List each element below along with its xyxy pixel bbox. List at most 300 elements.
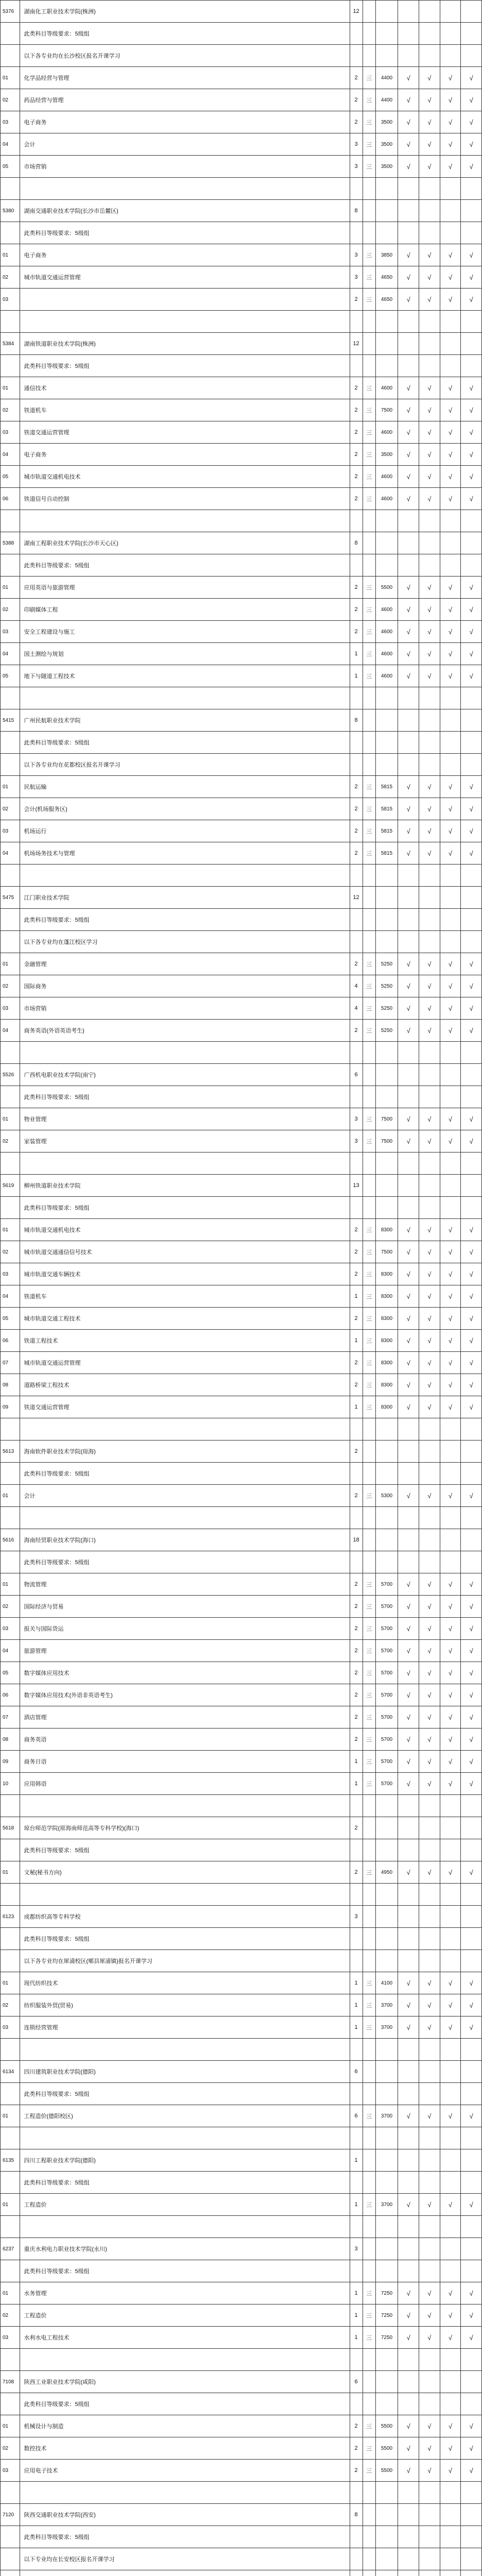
empty-cell <box>461 1086 482 1108</box>
check-mark-icon: √ <box>440 953 461 975</box>
empty-cell <box>350 909 363 931</box>
check-mark-icon: √ <box>419 2282 440 2304</box>
empty-cell <box>375 1928 398 1950</box>
check-mark-icon: √ <box>461 599 482 621</box>
empty-cell <box>398 1906 419 1928</box>
major-plan-count: 2 <box>350 1263 363 1285</box>
empty-cell <box>1 2482 20 2504</box>
subject-requirement-row <box>1 2260 482 2282</box>
empty-cell <box>363 709 375 732</box>
study-years: 三 <box>363 1219 375 1241</box>
empty-cell <box>398 865 419 887</box>
campus-note-text: 以下各专业均在蓬江校区学习 <box>20 931 350 953</box>
check-mark-icon: √ <box>398 1219 419 1241</box>
empty-cell <box>363 2172 375 2194</box>
empty-cell <box>461 1440 482 1463</box>
empty-cell <box>419 2083 440 2105</box>
major-code: 02 <box>1 1241 20 1263</box>
empty-cell <box>419 1795 440 1817</box>
major-name: 现代纺织技术 <box>20 1972 350 1994</box>
empty-cell <box>363 2349 375 2371</box>
check-mark-icon: √ <box>419 577 440 599</box>
empty-cell <box>398 687 419 709</box>
empty-cell <box>363 1551 375 1573</box>
empty-cell <box>461 1064 482 1086</box>
study-years: 三 <box>363 1263 375 1285</box>
empty-cell <box>461 311 482 333</box>
empty-cell <box>461 554 482 577</box>
major-plan-count: 2 <box>350 466 363 488</box>
campus-note-row <box>1 931 482 953</box>
major-name: 国际经济与贸易 <box>20 1596 350 1618</box>
tuition-fee: 5815 <box>375 776 398 798</box>
campus-note-row <box>1 1950 482 1972</box>
subject-requirement-row <box>1 1551 482 1573</box>
check-mark-icon: √ <box>398 2282 419 2304</box>
check-mark-icon: √ <box>440 2194 461 2216</box>
empty-cell <box>375 2149 398 2172</box>
major-code: 08 <box>1 1374 20 1396</box>
campus-note-text: 以下各专业均在长沙校区报名开课学习 <box>20 45 350 67</box>
empty-cell <box>375 510 398 532</box>
tuition-fee: 5700 <box>375 1728 398 1751</box>
major-code: 04 <box>1 842 20 865</box>
study-years: 三 <box>363 1396 375 1418</box>
empty-cell <box>440 754 461 776</box>
check-mark-icon: √ <box>461 2415 482 2437</box>
tuition-fee: 4600 <box>375 665 398 687</box>
empty-cell <box>350 2172 363 2194</box>
check-mark-icon: √ <box>440 377 461 399</box>
check-mark-icon: √ <box>461 1618 482 1640</box>
check-mark-icon: √ <box>398 1972 419 1994</box>
empty-cell <box>461 909 482 931</box>
major-name: 城市轨道交通车辆技术 <box>20 1263 350 1285</box>
subject-requirement-row <box>1 1086 482 1108</box>
empty-cell <box>440 311 461 333</box>
empty-cell <box>1 1950 20 1972</box>
check-mark-icon: √ <box>419 1285 440 1308</box>
empty-cell <box>1 1153 20 1175</box>
empty-cell <box>440 2482 461 2504</box>
major-row <box>1 621 482 643</box>
tuition-fee: 4950 <box>375 1861 398 1884</box>
empty-cell <box>398 355 419 377</box>
major-name: 工程造价(德阳校区) <box>20 2105 350 2127</box>
tuition-fee: 5500 <box>375 2437 398 2460</box>
check-mark-icon: √ <box>398 2105 419 2127</box>
study-years: 三 <box>363 1728 375 1751</box>
major-name: 会计(机场服务区) <box>20 798 350 820</box>
empty-cell <box>419 2548 440 2570</box>
empty-cell <box>375 2238 398 2260</box>
empty-cell <box>419 687 440 709</box>
empty-cell <box>419 2238 440 2260</box>
empty-cell <box>440 1839 461 1861</box>
empty-cell <box>461 2083 482 2105</box>
college-name: 重庆水利电力职业技术学院(永川) <box>20 2238 350 2260</box>
major-row <box>1 2194 482 2216</box>
check-mark-icon: √ <box>419 2304 440 2327</box>
check-mark-icon: √ <box>419 156 440 178</box>
major-code: 02 <box>1 89 20 111</box>
study-years: 三 <box>363 156 375 178</box>
empty-cell <box>398 2260 419 2282</box>
empty-cell <box>398 1175 419 1197</box>
empty-cell <box>363 732 375 754</box>
check-mark-icon: √ <box>461 1972 482 1994</box>
college-row <box>1 333 482 355</box>
empty-cell <box>461 709 482 732</box>
check-mark-icon: √ <box>419 2016 440 2039</box>
major-code: 03 <box>1 1263 20 1285</box>
check-mark-icon: √ <box>419 1396 440 1418</box>
empty-cell <box>350 1928 363 1950</box>
check-mark-icon: √ <box>419 1751 440 1773</box>
major-plan-count: 3 <box>350 133 363 156</box>
empty-cell <box>440 1463 461 1485</box>
college-name: 琼台师范学院(原海南师范高等专科学校)(海口) <box>20 1817 350 1839</box>
check-mark-icon: √ <box>419 377 440 399</box>
tuition-fee: 3500 <box>375 444 398 466</box>
empty-cell <box>440 2504 461 2526</box>
tuition-fee: 4600 <box>375 421 398 444</box>
major-name: 安全工程建设与施工 <box>20 621 350 643</box>
empty-cell <box>440 2526 461 2548</box>
spacer-row <box>1 1507 482 1529</box>
check-mark-icon: √ <box>419 643 440 665</box>
major-name: 会计 <box>20 1485 350 1507</box>
empty-cell <box>350 554 363 577</box>
empty-cell <box>20 178 350 200</box>
tuition-fee: 3500 <box>375 133 398 156</box>
check-mark-icon: √ <box>440 156 461 178</box>
empty-cell <box>461 2216 482 2238</box>
empty-cell <box>1 222 20 244</box>
empty-cell <box>440 2061 461 2083</box>
spacer-row <box>1 865 482 887</box>
empty-cell <box>350 754 363 776</box>
empty-cell <box>350 1551 363 1573</box>
empty-cell <box>419 45 440 67</box>
major-code: 07 <box>1 1706 20 1728</box>
major-plan-count: 1 <box>350 1751 363 1773</box>
check-mark-icon: √ <box>419 2460 440 2482</box>
empty-cell <box>375 754 398 776</box>
empty-cell <box>440 1 461 23</box>
empty-cell <box>398 1086 419 1108</box>
empty-cell <box>419 1086 440 1108</box>
check-mark-icon: √ <box>419 1241 440 1263</box>
major-name: 商务英语 <box>20 1728 350 1751</box>
tuition-fee: 8300 <box>375 1352 398 1374</box>
major-code: 01 <box>1 1573 20 1596</box>
empty-cell <box>1 754 20 776</box>
empty-cell <box>350 2216 363 2238</box>
empty-cell <box>461 2393 482 2415</box>
empty-cell <box>1 510 20 532</box>
check-mark-icon: √ <box>461 1684 482 1706</box>
major-row <box>1 776 482 798</box>
empty-cell <box>375 1906 398 1928</box>
empty-cell <box>398 1795 419 1817</box>
major-row <box>1 1751 482 1773</box>
spacer-row <box>1 1042 482 1064</box>
empty-cell <box>398 754 419 776</box>
tuition-fee: 3850 <box>375 244 398 266</box>
study-years: 三 <box>363 1596 375 1618</box>
study-years: 三 <box>363 2437 375 2460</box>
empty-cell <box>461 532 482 554</box>
empty-cell <box>440 200 461 222</box>
major-name: 印刷媒体工程 <box>20 599 350 621</box>
empty-cell <box>363 2393 375 2415</box>
empty-cell <box>398 909 419 931</box>
check-mark-icon: √ <box>419 1596 440 1618</box>
major-name: 铁道机车 <box>20 399 350 421</box>
college-code: 5618 <box>1 1817 20 1839</box>
college-code: 7120 <box>1 2504 20 2526</box>
empty-cell <box>20 687 350 709</box>
major-row <box>1 156 482 178</box>
check-mark-icon: √ <box>419 1972 440 1994</box>
major-code: 05 <box>1 1662 20 1684</box>
empty-cell <box>419 2216 440 2238</box>
empty-cell <box>350 1839 363 1861</box>
major-plan-count: 2 <box>350 1020 363 1042</box>
empty-cell <box>363 178 375 200</box>
major-row <box>1 377 482 399</box>
major-name: 应用英语与旅游管理 <box>20 577 350 599</box>
check-mark-icon: √ <box>440 1662 461 1684</box>
empty-cell <box>375 687 398 709</box>
tuition-fee: 8300 <box>375 1308 398 1330</box>
empty-cell <box>375 709 398 732</box>
college-name: 陕西工业职业技术学院(咸阳) <box>20 2371 350 2393</box>
check-mark-icon: √ <box>419 1773 440 1795</box>
check-mark-icon: √ <box>398 1861 419 1884</box>
check-mark-icon: √ <box>398 2016 419 2039</box>
check-mark-icon: √ <box>419 133 440 156</box>
subject-requirement-row <box>1 2083 482 2105</box>
check-mark-icon: √ <box>440 1352 461 1374</box>
major-row <box>1 665 482 687</box>
major-code: 02 <box>1 599 20 621</box>
empty-cell <box>375 1817 398 1839</box>
check-mark-icon: √ <box>440 577 461 599</box>
major-row <box>1 2327 482 2349</box>
check-mark-icon: √ <box>419 798 440 820</box>
tuition-fee: 5700 <box>375 1751 398 1773</box>
empty-cell <box>440 1950 461 1972</box>
check-mark-icon: √ <box>398 289 419 311</box>
check-mark-icon: √ <box>461 444 482 466</box>
empty-cell <box>398 1440 419 1463</box>
empty-cell <box>419 887 440 909</box>
check-mark-icon: √ <box>419 1684 440 1706</box>
subject-requirement-text: 此类科目等级要求：5级组 <box>20 732 350 754</box>
check-mark-icon: √ <box>419 466 440 488</box>
college-row <box>1 532 482 554</box>
empty-cell <box>419 200 440 222</box>
major-name: 工程造价 <box>20 2194 350 2216</box>
empty-cell <box>363 311 375 333</box>
empty-cell <box>363 1529 375 1551</box>
major-plan-count: 1 <box>350 643 363 665</box>
empty-cell <box>375 1950 398 1972</box>
check-mark-icon: √ <box>440 1684 461 1706</box>
check-mark-icon: √ <box>461 1728 482 1751</box>
check-mark-icon: √ <box>461 1241 482 1263</box>
empty-cell <box>398 1064 419 1086</box>
check-mark-icon: √ <box>440 1285 461 1308</box>
empty-cell <box>398 178 419 200</box>
empty-cell <box>461 1817 482 1839</box>
major-code: 09 <box>1 1751 20 1773</box>
empty-cell <box>419 510 440 532</box>
major-plan-count: 3 <box>350 1108 363 1130</box>
tuition-fee: 5500 <box>375 2460 398 2482</box>
check-mark-icon: √ <box>419 1662 440 1684</box>
study-years: 三 <box>363 89 375 111</box>
check-mark-icon: √ <box>419 842 440 865</box>
empty-cell <box>1 2526 20 2548</box>
empty-cell <box>398 1153 419 1175</box>
major-plan-count: 2 <box>350 953 363 975</box>
major-row <box>1 1640 482 1662</box>
empty-cell <box>375 931 398 953</box>
empty-cell <box>363 1 375 23</box>
empty-cell <box>363 2504 375 2526</box>
college-code: 5616 <box>1 1529 20 1551</box>
check-mark-icon: √ <box>440 1374 461 1396</box>
empty-cell <box>1 2172 20 2194</box>
check-mark-icon: √ <box>398 820 419 842</box>
empty-cell <box>398 2371 419 2393</box>
empty-cell <box>1 1507 20 1529</box>
study-years: 三 <box>363 1662 375 1684</box>
check-mark-icon: √ <box>419 1573 440 1596</box>
major-row <box>1 1728 482 1751</box>
check-mark-icon: √ <box>440 1573 461 1596</box>
check-mark-icon: √ <box>419 975 440 997</box>
tuition-fee: 5815 <box>375 842 398 865</box>
check-mark-icon: √ <box>440 421 461 444</box>
major-name: 城市轨道交通机电技术 <box>20 466 350 488</box>
major-code: 03 <box>1 997 20 1020</box>
study-years: 三 <box>363 377 375 399</box>
college-row <box>1 1906 482 1928</box>
empty-cell <box>363 1906 375 1928</box>
check-mark-icon: √ <box>398 1374 419 1396</box>
check-mark-icon: √ <box>440 1706 461 1728</box>
subject-requirement-text: 此类科目等级要求：5级组 <box>20 1928 350 1950</box>
college-plan-count: 3 <box>350 2238 363 2260</box>
tuition-fee: 3700 <box>375 2194 398 2216</box>
college-row <box>1 2149 482 2172</box>
tuition-fee: 4100 <box>375 1972 398 1994</box>
check-mark-icon: √ <box>461 1751 482 1773</box>
empty-cell <box>461 1884 482 1906</box>
subject-requirement-text: 此类科目等级要求：5级组 <box>20 554 350 577</box>
empty-cell <box>419 1 440 23</box>
tuition-fee: 4600 <box>375 599 398 621</box>
major-row <box>1 1020 482 1042</box>
major-row <box>1 1396 482 1418</box>
major-code: 03 <box>1 2460 20 2482</box>
check-mark-icon: √ <box>440 1618 461 1640</box>
study-years: 三 <box>363 599 375 621</box>
empty-cell <box>375 865 398 887</box>
empty-cell <box>363 1086 375 1108</box>
college-plan-count: 1 <box>350 2149 363 2172</box>
empty-cell <box>350 2039 363 2061</box>
study-years: 三 <box>363 67 375 89</box>
tuition-fee: 5500 <box>375 2415 398 2437</box>
check-mark-icon: √ <box>461 1640 482 1662</box>
major-plan-count: 1 <box>350 2327 363 2349</box>
major-row <box>1 111 482 133</box>
empty-cell <box>363 687 375 709</box>
empty-cell <box>350 1153 363 1175</box>
empty-cell <box>440 1795 461 1817</box>
empty-cell <box>419 2526 440 2548</box>
major-code: 01 <box>1 953 20 975</box>
campus-note-row <box>1 2548 482 2570</box>
check-mark-icon: √ <box>461 266 482 289</box>
major-row <box>1 1330 482 1352</box>
empty-cell <box>440 510 461 532</box>
major-code: 10 <box>1 1773 20 1795</box>
major-code: 04 <box>1 1020 20 1042</box>
check-mark-icon: √ <box>461 67 482 89</box>
check-mark-icon: √ <box>461 1773 482 1795</box>
major-plan-count: 2 <box>350 1662 363 1684</box>
empty-cell <box>1 178 20 200</box>
major-plan-count: 2 <box>350 1573 363 1596</box>
college-plan-count: 6 <box>350 1064 363 1086</box>
major-row <box>1 289 482 311</box>
major-plan-count: 2 <box>350 1684 363 1706</box>
empty-cell <box>363 532 375 554</box>
subject-requirement-text: 此类科目等级要求：5级组 <box>20 2083 350 2105</box>
empty-cell <box>398 1463 419 1485</box>
empty-cell <box>461 222 482 244</box>
subject-requirement-text: 此类科目等级要求：5级组 <box>20 1839 350 1861</box>
empty-cell <box>1 45 20 67</box>
study-years: 三 <box>363 776 375 798</box>
check-mark-icon: √ <box>461 1662 482 1684</box>
check-mark-icon: √ <box>461 820 482 842</box>
college-plan-count: 2 <box>350 1440 363 1463</box>
tuition-fee: 7500 <box>375 1241 398 1263</box>
check-mark-icon: √ <box>440 820 461 842</box>
college-row <box>1 1064 482 1086</box>
subject-requirement-text: 此类科目等级要求：5级组 <box>20 1086 350 1108</box>
check-mark-icon: √ <box>461 776 482 798</box>
check-mark-icon: √ <box>398 643 419 665</box>
major-name: 城市轨道交通运营管理 <box>20 1352 350 1374</box>
check-mark-icon: √ <box>398 1662 419 1684</box>
college-code: 5384 <box>1 333 20 355</box>
empty-cell <box>363 2526 375 2548</box>
check-mark-icon: √ <box>461 621 482 643</box>
study-years <box>363 2570 375 2576</box>
check-mark-icon: √ <box>398 1485 419 1507</box>
empty-cell <box>375 2504 398 2526</box>
check-mark-icon: √ <box>461 399 482 421</box>
major-plan-count: 1 <box>350 2304 363 2327</box>
